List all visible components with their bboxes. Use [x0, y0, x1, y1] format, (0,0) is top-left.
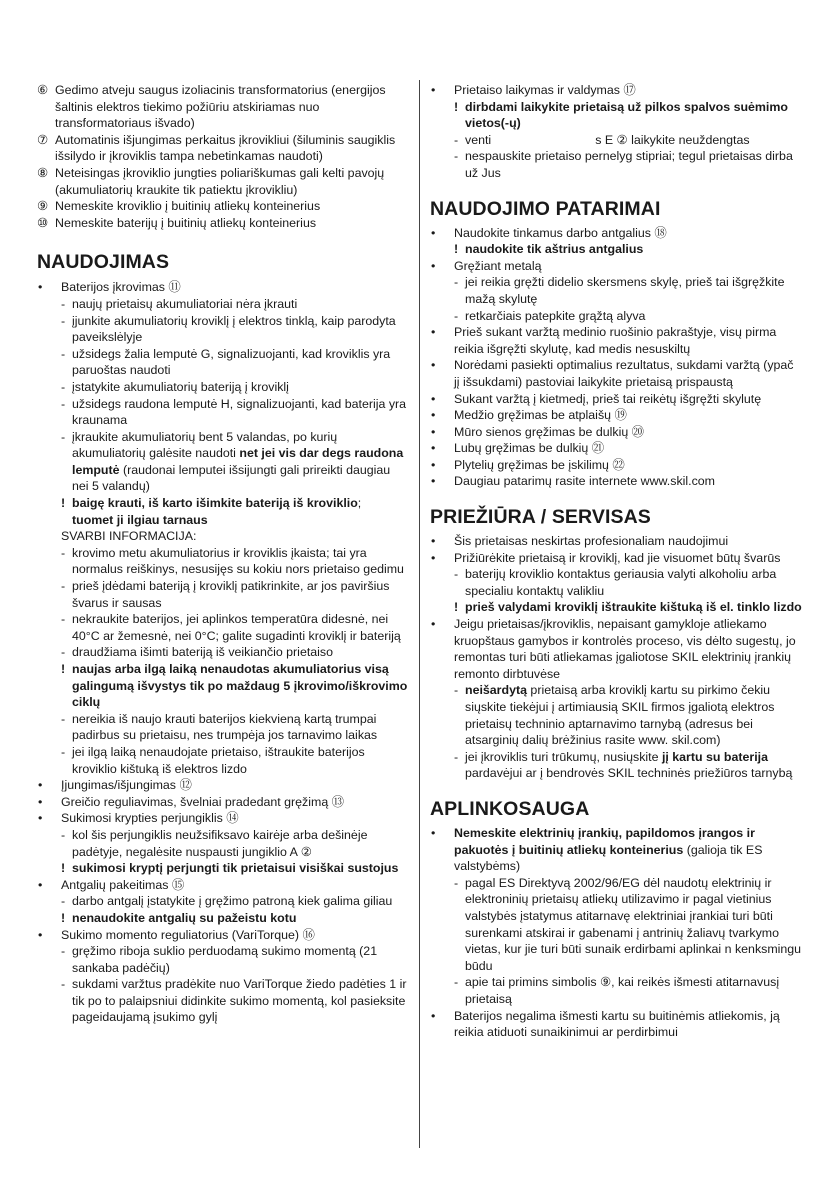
legend-item: ⑩ Nemeskite baterijų į buitinių atliekų konteinerius: [37, 215, 317, 230]
list-item: • Lubų gręžimas be dulkių ㉑: [431, 441, 605, 456]
warning-note: ! baigę krauti, iš karto išimkite bateriją iš kroviklio; tuomet ji ilgiau tarnaus: [61, 496, 362, 527]
list-item: • Baterijos įkrovimas ⑪ - naujų prietaisų akumuliatoriai nėra įkrauti - įjunkite akumuliatorių kroviklį į elektros tinklą, kaip parodyta paveikslėlyje - užsidegs žalia lemputė G, signalizuojanti, kad kroviklis yra paruoštas naudoti - įstatykite akumuliatorių bateriją į kroviklį - užsidegs raudona lemputė H, signalizuojanti, kad baterija yra kraunama - įkraukite akumuliatorių bent 5 valandas, po kurių akumuliatorių galėsite naudoti net jei vis dar degs raudona lemputė (raudonai lemputei išsijungti gali prireikti daugiau nei 5 valandų) ! baigę krauti, iš karto išimkite bateriją iš kroviklio; tuomet ji ilgiau tarnaus SVARBI INFORMACIJA: - krovimo metu akumuliatorius ir kroviklis įkaista; tai yra normalus reiškinys, nesusijęs su kokiu nors prietaiso gedimu - prieš įdėdami bateriją į kroviklį patikrinkite, ar jos paviršius švarus ir sausas - nekraukite baterijos, jei aplinkos temperatūra didesnė, nei 40°C ar žemesnė, nei 0°C; galite sugadinti kroviklį ir bateriją - draudžiama išimti bateriją iš veikiančio prietaiso ! naujas arba ilgą laiką nenaudotas akumuliatorius visą galingumą išvystys tik po maždaug 5 įkrovimo/iškrovimo ciklų - nereikia iš naujo krauti baterijos kiekvieną kartą trumpai padirbus su prietaisu, nes trumpėja jos tarnavimo laikas - jei ilgą laiką nenaudojate prietaiso, ištraukite baterijos kroviklio kištuką iš elektros lizdo: [38, 280, 408, 776]
sub-item: - sukdami varžtus pradėkite nuo VariTorque žiedo padėties 1 ir tik po to palaipsniui didinkite sukimo momentą, kol pasieksite pageidaujamą įsukimo gylį: [61, 977, 407, 1025]
section-heading-aplinkosauga: APLINKOSAUGA: [430, 797, 590, 820]
sub-list: [454, 875, 802, 1008]
sub-item: - retkarčiais patepkite grąžtą alyva: [454, 308, 646, 323]
list-item: • Daugiau patarimų rasite internete www.skil.com: [431, 474, 716, 489]
sub-item: - jei ilgą laiką nenaudojate prietaiso, ištraukite baterijos kroviklio kištuką iš elektros lizdo: [61, 744, 365, 776]
list-item: • Šis prietaisas neskirtas profesionaliam naudojimui: [431, 534, 729, 549]
list-item: • Prižiūrėkite prietaisą ir kroviklį, kad jie visuomet būtų švarūs - baterijų kroviklio kontaktus geriausia valyti alkoholiu arba specialiu kontaktų valikliu ! prieš valydami kroviklį ištraukite kištuką iš el. tinklo lizdo: [431, 550, 802, 615]
sub-list: [61, 827, 409, 860]
maintenance-list: [430, 533, 802, 782]
sub-list: [61, 545, 409, 661]
sub-item: - neišardytą prietaisą arba kroviklį kartu su pirkimo čekiu siųskite tiekėjui į artimiausią SKIL firmos įgaliotą elektros prietaisų techninio aptarnavimo tarnybą (adresus bei atsarginių dalių brėžinius rasite www. skil.com): [454, 683, 775, 748]
list-item: • Sukimo momento reguliatorius (VariTorque) ⑯ - gręžimo riboja suklio perduodamą sukimo momentą (21 sankaba padėčių) - sukdami varžtus pradėkite nuo VariTorque žiedo padėties 1 ir tik po to palaipsniui didinkite sukimo momentą, kol pasieksite pageidaujamą įsukimo gylį: [37, 927, 409, 1027]
legend-item: ⑥ Gedimo atveju saugus izoliacinis transformatorius (energijos šaltinis elektros tiekimo požiūriu atskiriamas nuo transformatoriaus išvado): [37, 83, 386, 131]
sub-item: - naujų prietaisų akumuliatoriai nėra įkrauti: [61, 296, 298, 311]
holding-list: [430, 82, 802, 182]
sub-list: [61, 711, 409, 777]
sub-list: [454, 566, 802, 599]
sub-list: [454, 682, 802, 782]
list-item: • Įjungimas/išjungimas ⑫: [38, 778, 192, 793]
sub-item: - gręžimo riboja suklio perduodamą sukimo momentą (21 sankaba padėčių): [61, 944, 378, 975]
important-info-label: SVARBI INFORMACIJA:: [61, 529, 197, 544]
list-item: • Jeigu prietaisas/įkroviklis, nepaisant gamykloje atliekamo kruopštaus gamybos ir kontrolės proceso, vis dėlto sugestų, jo remontas turi būti atliekamas įgaliotose SKIL elektrinių įrankių remonto dirbtuvėse - neišardytą prietaisą arba kroviklį kartu su pirkimo čekiu siųskite tiekėjui į artimiausią SKIL firmos įgaliotą elektros prietaisų techninio aptarnavimo tarnybą (adresus bei atsarginių dalių brėžinius rasite www. skil.com) - jei įkroviklis turi trūkumų, nusiųskite jį kartu su baterija pardavėjui ar į bendrovės SKIL techninės priežiūros tarnybą: [430, 616, 802, 782]
legend-item: ⑧ Neteisingas įkroviklio jungties poliariškumas gali kelti pavojų (akumuliatorių kraukite tik patiektu įkrovikliu): [37, 165, 385, 197]
sub-item: - prieš įdėdami bateriją į kroviklį patikrinkite, ar jos paviršius švarus ir sausas: [61, 579, 390, 610]
tips-list: [430, 225, 802, 491]
list-item: • Nemeskite elektrinių įrankių, papildomos įrangos ir pakuotės į buitinių atliekų konteinerius (galioja tik ES valstybėms) - pagal ES Direktyvą 2002/96/EG dėl naudotų elektrinių ir elektroninių prietaisų atliekų utilizavimo ir pagal vietinius valstybės įstatymus atitarnavę elektriniai įrankiai turi būti surenkami atskirai ir gabenami į antrinių žaliavų tvarkymo vietas, kur jie turi būti sunaik erdirbami aplinkai n kenksmingu būdu - apie tai primins simbolis ⑨, kai reikės išmesti atitarnavusį prietaisą: [431, 825, 802, 1006]
right-column: [430, 82, 802, 1041]
sub-item: - darbo antgalį įstatykite į gręžimo patroną kiek galima giliau: [61, 894, 393, 909]
list-item: • Sukimosi krypties perjungiklis ⑭ - kol šis perjungiklis neužsifiksavo kairėje arba dešinėje padėtyje, negalėsite nuspausti jungiklio A ② ! sukimosi kryptį perjungti tik prietaisui visiškai sustojus: [37, 810, 409, 876]
usage-list: [37, 279, 409, 1026]
sub-item: - užsidegs žalia lemputė G, signalizuojanti, kad kroviklis yra paruoštas naudoti: [61, 346, 391, 378]
sub-item: - įjunkite akumuliatorių kroviklį į elektros tinklą, kaip parodyta paveikslėlyje: [61, 313, 396, 345]
list-item: • Prieš sukant varžtą medinio ruošinio pakraštyje, visų pirma reikia išgręžti skylutę, kad medis nesuskiltų: [431, 325, 777, 356]
warning-note: ! naujas arba ilgą laiką nenaudotas akumuliatorius visą galingumą išvystys tik po maždaug 5 įkrovimo/iškrovimo ciklų: [61, 662, 408, 710]
sub-item: - draudžiama išimti bateriją iš veikiančio prietaiso: [61, 645, 334, 660]
warning-note: ! prieš valydami kroviklį ištraukite kištuką iš el. tinklo lizdo: [454, 600, 802, 615]
sub-item: - pagal ES Direktyvą 2002/96/EG dėl naudotų elektrinių ir elektroninių prietaisų atliekų utilizavimo ir pagal vietinius valstybės įstatymus atitarnavę elektriniai įrankiai turi būti surenkami atskirai ir gabenami į antrinių žaliavų tvarkymo vietas, kur jie turi būti sunaik erdirbami aplinkai n kenksmingu būdu: [454, 875, 802, 973]
list-item: • Medžio gręžimas be atplaišų ⑲: [431, 408, 627, 423]
sub-item: - krovimo metu akumuliatorius ir kroviklis įkaista; tai yra normalus reiškinys, nesusijęs su kokiu nors prietaiso gedimu: [61, 545, 404, 577]
sub-item: - nespauskite prietaiso pernelyg stipriai; tegul prietaisas dirba už Jus: [454, 149, 793, 180]
sub-item: - užsidegs raudona lemputė H, signalizuojanti, kad baterija yra kraunama: [61, 396, 407, 428]
sub-list: [454, 132, 802, 182]
sub-item: - jei įkroviklis turi trūkumų, nusiųskite jį kartu su baterija pardavėjui ar į bendrovės SKIL techninės priežiūros tarnybą: [454, 749, 793, 781]
left-column: [37, 82, 409, 1026]
sub-item: - apie tai primins simbolis ⑨, kai reikės išmesti atitarnavusį prietaisą: [454, 975, 780, 1006]
sub-list: [61, 943, 409, 1026]
sub-item: - nekraukite baterijos, jei aplinkos temperatūra didesnė, nei 40°C ar žemesnė, nei 0°C; galite sugadinti kroviklį ir bateriją: [61, 612, 401, 643]
warning-note: ! dirbdami laikykite prietaisą už pilkos spalvos suėmimo vietos(-ų): [454, 99, 788, 131]
sub-list: [61, 296, 409, 495]
list-item: • Sukant varžtą į kietmedį, prieš tai reikėtų išgręžti skylutę: [431, 391, 762, 406]
warning-note: ! naudokite tik aštrius antgalius: [454, 242, 644, 257]
environment-list: [430, 825, 802, 1041]
sub-item: - baterijų kroviklio kontaktus geriausia valyti alkoholiu arba specialiu kontaktų valikliu: [454, 567, 777, 598]
list-item: • Naudokite tinkamus darbo antgalius ⑱ ! naudokite tik aštrius antgalius: [430, 225, 802, 258]
list-item: • Gręžiant metalą - jei reikia gręžti didelio skersmens skylę, prieš tai išgręžkite mažą skylutę - retkarčiais patepkite grąžtą alyva: [430, 258, 802, 324]
list-item: • Baterijos negalima išmesti kartu su buitinėmis atliekomis, ją reikia atiduoti sunaikinimui ar perdirbimui: [431, 1008, 780, 1040]
sub-item: - venti s E ② laikykite neuždengtas: [454, 132, 750, 147]
section-heading-prieziura: PRIEŽIŪRA / SERVISAS: [430, 506, 651, 529]
sub-item: - įstatykite akumuliatorių bateriją į kroviklį: [61, 379, 289, 394]
legend-item: ⑦ Automatinis išjungimas perkaitus įkrovikliui (šiluminis saugiklis išsilydo ir įkroviklis tampa nebetinkamas naudoti): [37, 132, 396, 164]
symbol-legend-list: [37, 82, 409, 231]
warning-note: ! nenaudokite antgalių su pažeistu kotu: [61, 910, 297, 925]
sub-item: - jei reikia gręžti didelio skersmens skylę, prieš tai išgręžkite mažą skylutę: [454, 275, 785, 306]
sub-list: [61, 893, 409, 910]
list-item: • Plytelių gręžimas be įskilimų ㉒: [431, 457, 625, 472]
section-heading-patarimai: NAUDOJIMO PATARIMAI: [430, 197, 661, 220]
sub-item: - nereikia iš naujo krauti baterijos kiekvieną kartą trumpai padirbus su prietaisu, nes trumpėja jos tarnavimo laikas: [61, 711, 378, 743]
list-item: • Norėdami pasiekti optimalius rezultatus, sukdami varžtą (ypač jį išsukdami) pastoviai laikykite prietaisą prispaustą: [431, 358, 794, 389]
column-divider: [419, 80, 420, 1148]
sub-item: - įkraukite akumuliatorių bent 5 valandas, po kurių akumuliatorių galėsite naudoti net jei vis dar degs raudona lemputė (raudonai lemputei išsijungti gali prireikti daugiau nei 5 valandų): [61, 429, 404, 494]
list-item: • Greičio reguliavimas, švelniai pradedant gręžimą ⑬: [38, 794, 345, 809]
legend-item: ⑨ Nemeskite kroviklio į buitinių atliekų konteinerius: [37, 199, 321, 214]
section-heading-naudojimas: NAUDOJIMAS: [37, 251, 170, 274]
sub-item: - kol šis perjungiklis neužsifiksavo kairėje arba dešinėje padėtyje, negalėsite nuspausti jungiklio A ②: [61, 827, 368, 859]
list-item: • Mūro sienos gręžimas be dulkių ⑳: [431, 424, 645, 439]
warning-note: ! sukimosi kryptį perjungti tik prietaisui visiškai sustojus: [61, 861, 399, 876]
list-item: • Antgalių pakeitimas ⑮ - darbo antgalį įstatykite į gręžimo patroną kiek galima giliau ! nenaudokite antgalių su pažeistu kotu: [37, 877, 409, 927]
list-item: • Prietaiso laikymas ir valdymas ⑰ ! dirbdami laikykite prietaisą už pilkos spalvos suėmimo vietos(-ų) - venti s E ② laikykite neuždengtas - nespauskite prietaiso pernelyg stipriai; tegul prietaisas dirba už Jus: [430, 82, 802, 182]
sub-list: [454, 274, 802, 324]
